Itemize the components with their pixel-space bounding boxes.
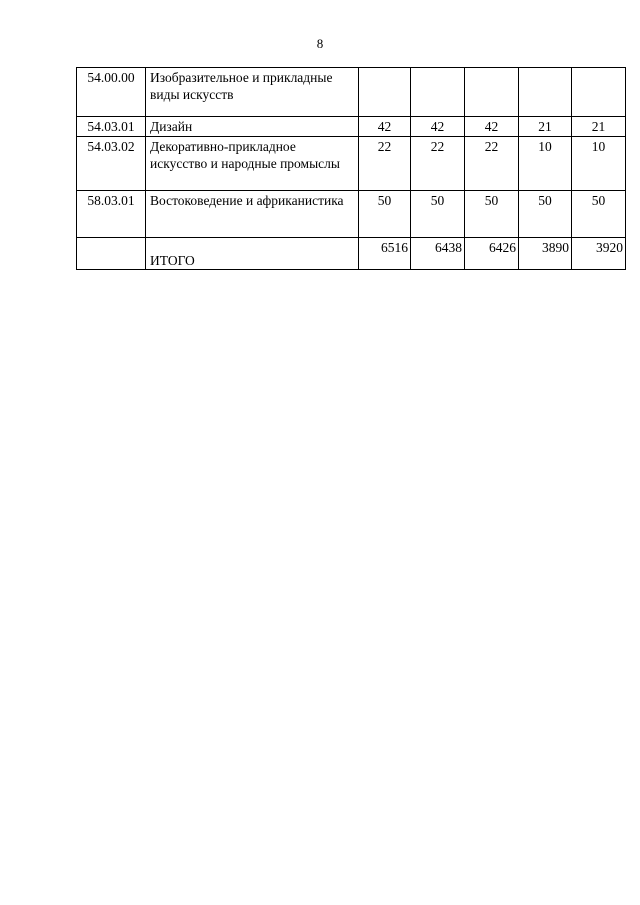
value-cell: [519, 68, 572, 117]
value-cell: [465, 68, 519, 117]
value-cell: 50: [359, 191, 411, 238]
row-code: 58.03.01: [77, 191, 146, 238]
value-cell: 22: [465, 137, 519, 191]
value-cell: 50: [519, 191, 572, 238]
value-cell: 10: [519, 137, 572, 191]
value-cell: 22: [411, 137, 465, 191]
total-value-cell: 6438: [411, 238, 465, 270]
value-cell: 50: [411, 191, 465, 238]
row-name: Дизайн: [146, 117, 359, 137]
total-value-cell: 3920: [572, 238, 626, 270]
total-value-cell: 6426: [465, 238, 519, 270]
row-code: 54.00.00: [77, 68, 146, 117]
total-value-cell: 6516: [359, 238, 411, 270]
total-label: ИТОГО: [146, 238, 359, 270]
value-cell: [572, 68, 626, 117]
total-code: [77, 238, 146, 270]
page-number: 8: [316, 36, 324, 51]
row-name: Изобразительное и прикладные виды искусств: [146, 68, 359, 117]
row-code: 54.03.02: [77, 137, 146, 191]
value-cell: 50: [572, 191, 626, 238]
value-cell: [411, 68, 465, 117]
row-name: Декоративно-прикладное искусство и народные промыслы: [146, 137, 359, 191]
value-cell: 22: [359, 137, 411, 191]
total-value-cell: 3890: [519, 238, 572, 270]
allocation-table: [76, 67, 626, 270]
table-row: [77, 191, 626, 238]
value-cell: 42: [359, 117, 411, 137]
value-cell: 50: [465, 191, 519, 238]
table-row: [77, 68, 626, 117]
row-name: Востоковедение и африканистика: [146, 191, 359, 238]
table-row: [77, 117, 626, 137]
value-cell: 21: [572, 117, 626, 137]
value-cell: 10: [572, 137, 626, 191]
value-cell: 42: [465, 117, 519, 137]
total-row: [77, 238, 626, 270]
table-row: [77, 137, 626, 191]
value-cell: [359, 68, 411, 117]
value-cell: 21: [519, 117, 572, 137]
row-code: 54.03.01: [77, 117, 146, 137]
value-cell: 42: [411, 117, 465, 137]
